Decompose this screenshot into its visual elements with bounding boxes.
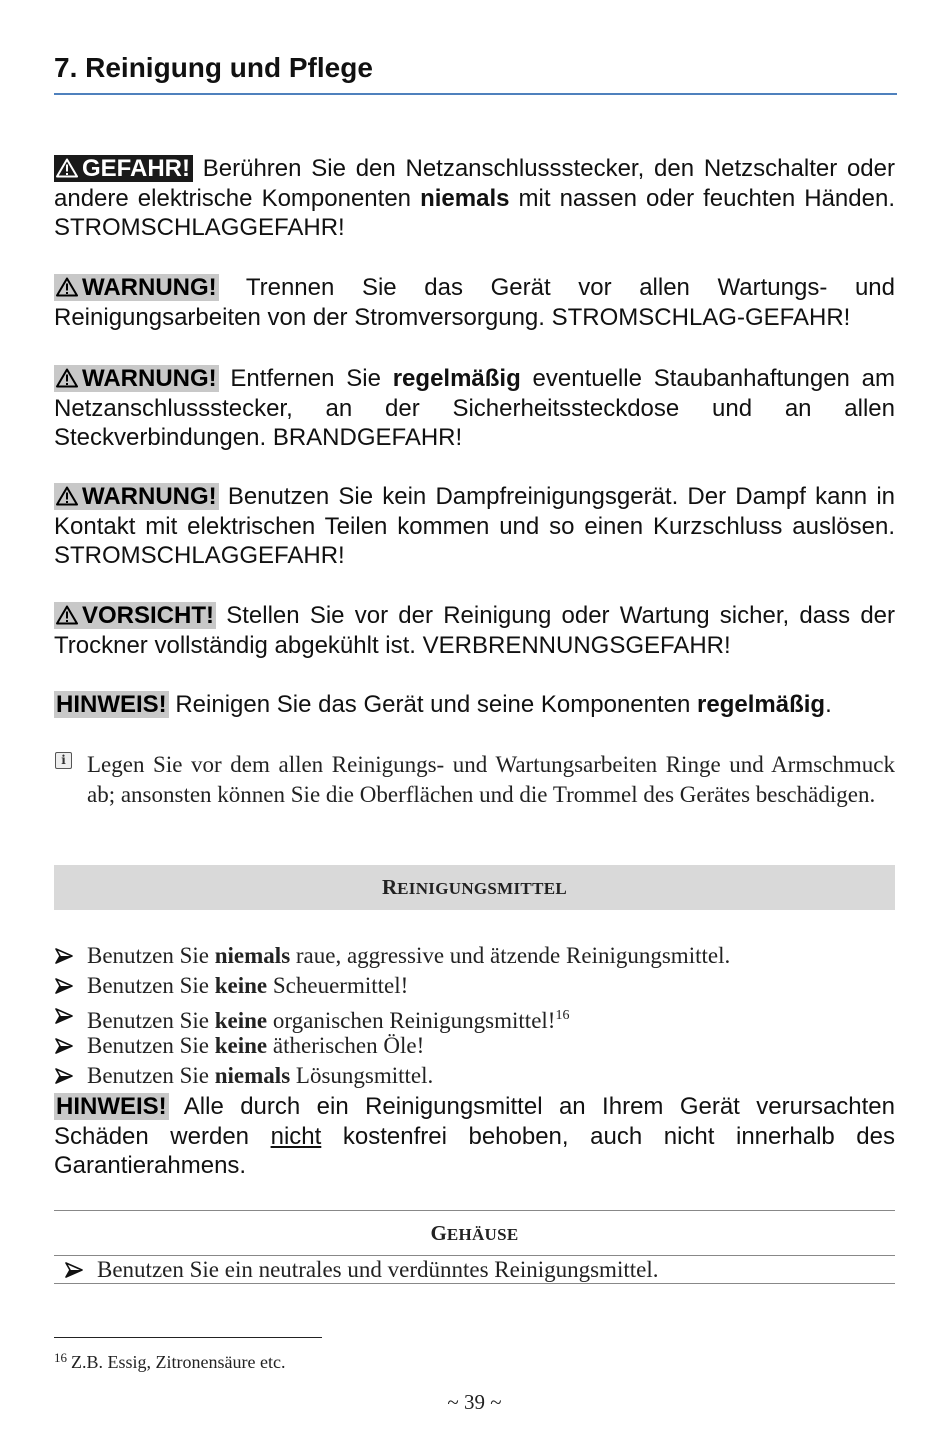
warning-triangle-icon [56,486,78,506]
arrow-bullet-icon [54,1007,74,1025]
arrow-bullet-icon [54,1037,74,1055]
info-icon: i [55,752,72,769]
housing-list-item: Benutzen Sie ein neutrales und verdünntes Reinigungsmittel. [54,1255,895,1284]
footnote-reference[interactable]: 16 [555,1008,570,1023]
danger-paragraph: GEFAHR! Berühren Sie den Netzanschlussstecker, den Netzschalter oder andere elektrische Komponenten niemals mit nassen oder feuchten Händen. STROMSCHLAGGEFAHR! [54,155,895,241]
note-paragraph-2: HINWEIS! Alle durch ein Reinigungsmittel an Ihrem Gerät verursachten Schäden werden nicht kostenfrei behoben, auch nicht innerhalb des Garantierahmens. [54,1093,895,1179]
warning-label: WARNUNG! [54,274,219,301]
list-item: Benutzen Sie niemals raue, aggressive und ätzende Reinigungsmittel. [54,941,895,971]
list-item: Benutzen Sie keine ätherischen Öle! [54,1031,895,1061]
caution-label: VORSICHT! [54,602,216,629]
warning-paragraph-1: WARNUNG! Trennen Sie das Gerät vor allen Wartungs- und Reinigungsarbeiten von der Stromversorgung. STROMSCHLAG-GEFAHR! [54,274,895,331]
warning-triangle-icon [56,158,78,178]
warning-paragraph-2: WARNUNG! Entfernen Sie regelmäßig eventuelle Staubanhaftungen am Netzanschlussstecker, an der Sicherheitssteckdose und an allen Steckverbindungen. BRANDGEFAHR! [54,365,896,451]
arrow-bullet-icon [54,1067,74,1085]
list-item: Benutzen Sie niemals Lösungsmittel. [54,1061,895,1091]
caution-paragraph: VORSICHT! Stellen Sie vor der Reinigung oder Wartung sicher, dass der Trockner vollständig abgekühlt ist. VERBRENNUNGSGEFAHR! [54,602,895,659]
warning-paragraph-3: WARNUNG! Benutzen Sie kein Dampfreinigungsgerät. Der Dampf kann in Kontakt mit elektrischen Teilen kommen und so einen Kurzschluss auslösen. STROMSCHLAGGEFAHR! [54,483,895,569]
footnote-divider [54,1337,322,1338]
arrow-bullet-icon [64,1261,84,1279]
cleaning-agents-list [54,941,895,1091]
info-text: Legen Sie vor dem allen Reinigungs- und Wartungsarbeiten Ringe und Armschmuck ab; ansonsten können Sie die Oberflächen und die Trommel des Gerätes beschädigen. [87,752,895,807]
footnote: $^{16}$ Z.B. Essig, Zitronensäure etc. [54,1350,286,1372]
list-item: Benutzen Sie keine organischen Reinigungsmittel!$^{16}$ [54,1001,895,1031]
warning-triangle-icon [56,368,78,388]
note-label: HINWEIS! [56,691,167,718]
section-header-cleaning-agents: REINIGUNGSMITTEL [54,865,895,910]
note-label: HINWEIS! [56,1093,167,1120]
danger-label: GEFAHR! [54,155,193,182]
warning-label: WARNUNG! [54,365,219,392]
warning-label: WARNUNG! [54,483,219,510]
arrow-bullet-icon [54,947,74,965]
warning-triangle-icon [56,277,78,297]
note-paragraph-1: HINWEIS! Reinigen Sie das Gerät und seine Komponenten regelmäßig. [56,691,832,718]
section-heading: 7. Reinigung und Pflege [54,50,897,95]
list-item: Benutzen Sie keine Scheuermittel! [54,971,895,1001]
page-number: ~ 39 ~ [447,1390,502,1414]
section-header-housing: GEHÄUSE [54,1210,895,1256]
arrow-bullet-icon [54,977,74,995]
warning-triangle-icon [56,605,78,625]
